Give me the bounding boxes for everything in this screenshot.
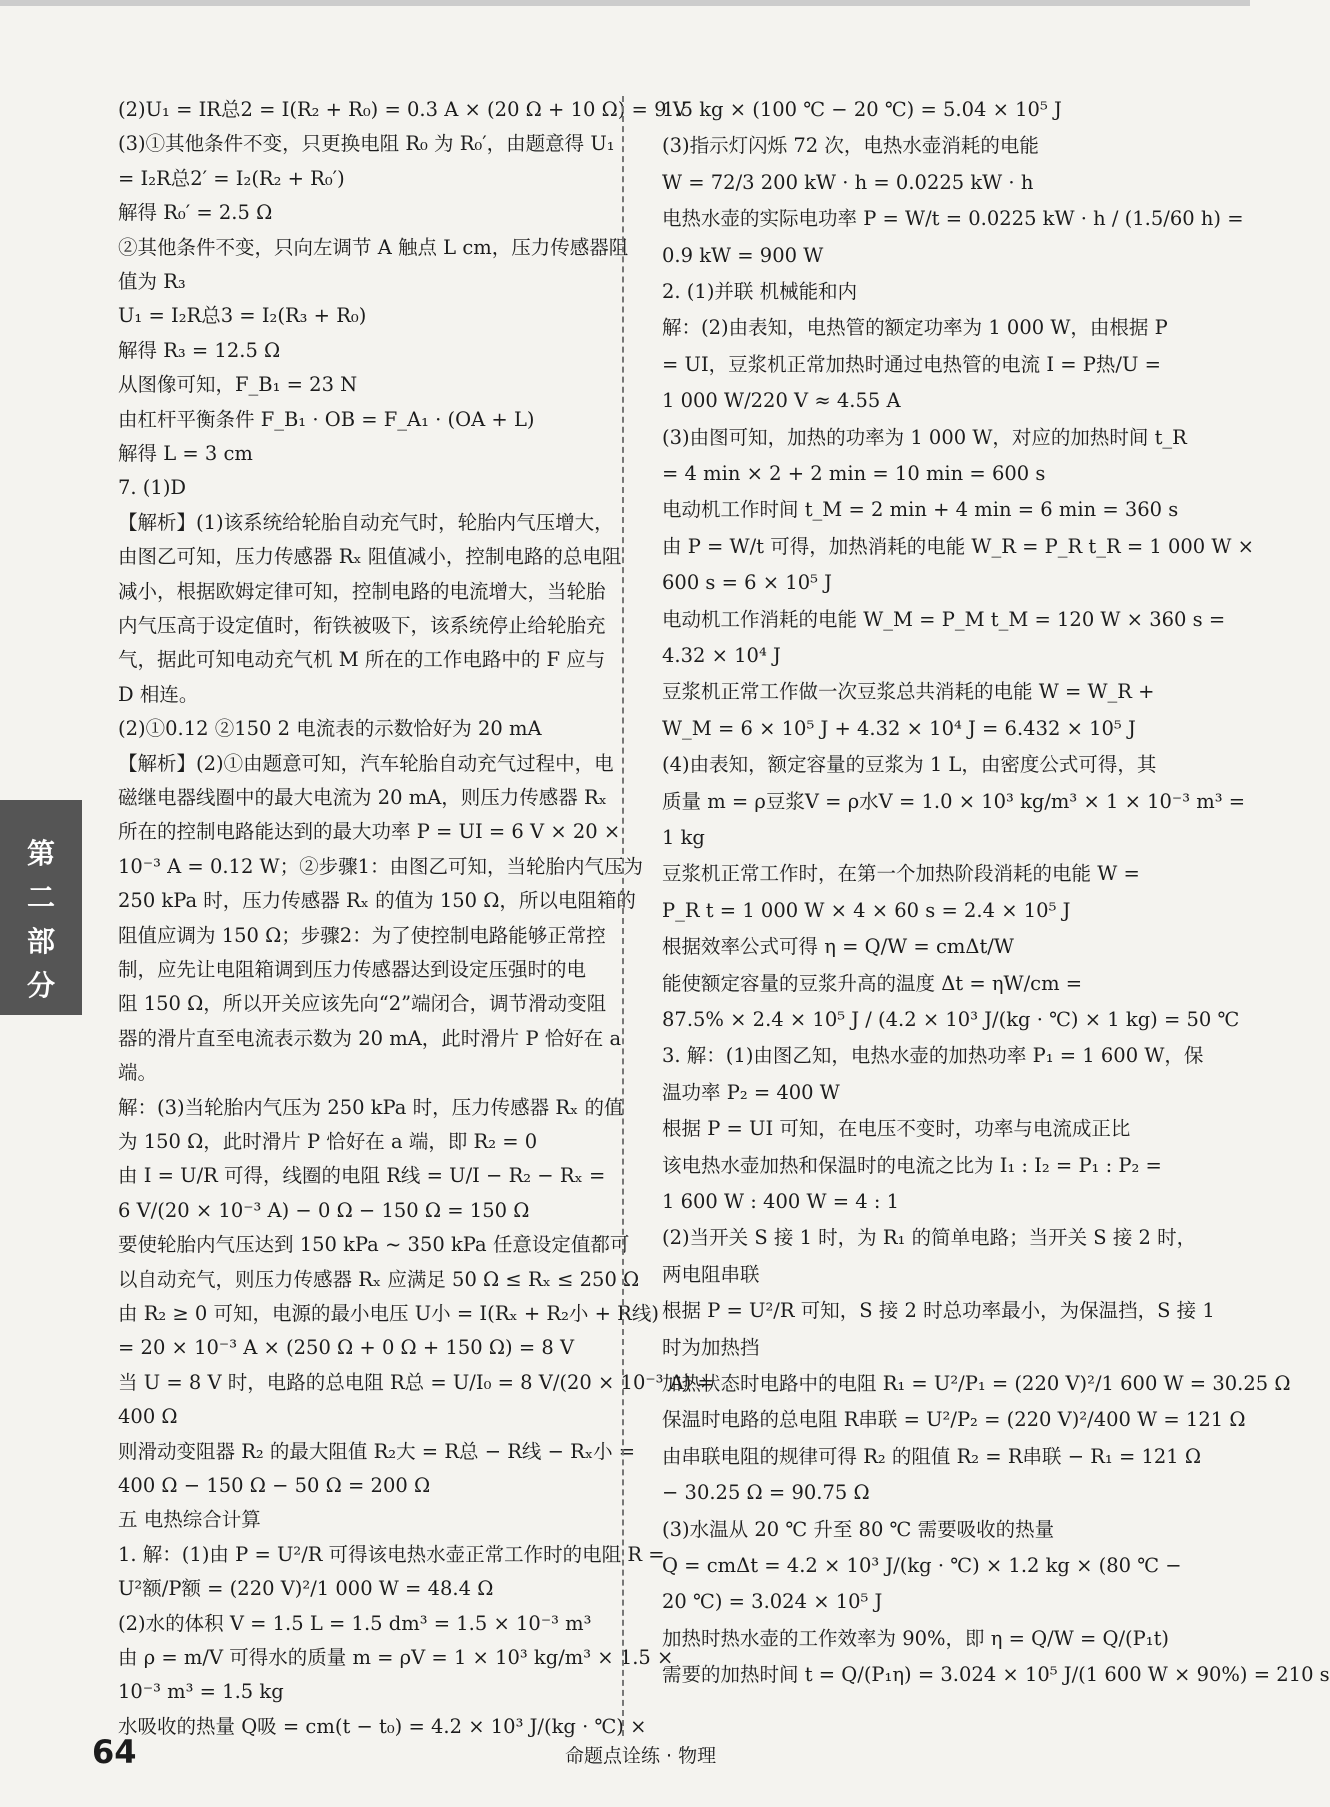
text-line: 7. (1)D [118,476,187,500]
text-line: 解：(3)当轮胎内气压为 250 kPa 时，压力传感器 Rₓ 的值 [118,1095,624,1119]
text-line: ②其他条件不变，只向左调节 A 触点 L cm，压力传感器阻 [118,235,629,259]
text-line: 质量 m = ρ豆浆V = ρ水V = 1.0 × 10³ kg/m³ × 1 × 10⁻³ m³ = [662,789,1246,813]
text-line: 20 ℃) = 3.024 × 10⁵ J [662,1590,883,1614]
text-line: 0.9 kW = 900 W [662,243,824,267]
text-line: 水吸收的热量 Q吸 = cm(t − t₀) = 4.2 × 10³ J/(kg · ℃) × [118,1714,647,1738]
text-line: 时为加热挡 [662,1335,760,1359]
section-tab-char: 部 [26,925,55,958]
text-line: 减小，根据欧姆定律可知，控制电路的电流增大，当轮胎 [118,579,606,603]
text-line: 4.32 × 10⁴ J [662,644,781,667]
text-line: 以自动充气，则压力传感器 Rₓ 应满足 50 Ω ≤ Rₓ ≤ 250 Ω [118,1267,640,1291]
text-line: 由图乙可知，压力传感器 Rₓ 阻值减小，控制电路的总电阻 [118,545,622,569]
text-line: (3)水温从 20 ℃ 升至 80 ℃ 需要吸收的热量 [662,1517,1055,1541]
text-line: 为 150 Ω，此时滑片 P 恰好在 a 端，即 R₂ = 0 [118,1130,538,1153]
text-line: 需要的加热时间 t = Q/(P₁η) = 3.024 × 10⁵ J/(1 600 W × 90%) = 210 s [662,1663,1330,1687]
text-line: = I₂R总2′ = I₂(R₂ + R₀′) [118,166,345,190]
text-line: 87.5% × 2.4 × 10⁵ J / (4.2 × 10³ J/(kg · ℃) × 1 kg) = 50 ℃ [662,1008,1240,1031]
text-line: 3. 解：(1)由图乙知，电热水壶的加热功率 P₁ = 1 600 W，保 [662,1044,1204,1068]
top-edge [0,0,1250,6]
text-line: 该电热水壶加热和保温时的电流之比为 I₁ : I₂ = P₁ : P₂ = [662,1153,1162,1177]
text-line: (2)当开关 S 接 1 时，为 R₁ 的简单电路；当开关 S 接 2 时， [662,1226,1197,1250]
text-line: 1. 解：(1)由 P = U²/R 可得该电热水壶正常工作时的电阻 R = [118,1542,665,1566]
text-line: 6 V/(20 × 10⁻³ A) − 0 Ω − 150 Ω = 150 Ω [118,1198,530,1222]
page-number: 64 [92,1733,137,1771]
text-line: 气，据此可知电动充气机 M 所在的工作电路中的 F 应与 [118,648,606,672]
section-tab [0,800,82,1015]
text-line: 从图像可知，F_B₁ = 23 N [118,373,358,397]
text-line: (3)由图可知，加热的功率为 1 000 W，对应的加热时间 t_R [662,425,1187,449]
text-line: 电动机工作消耗的电能 W_M = P_M t_M = 120 W × 360 s = [662,607,1226,631]
text-line: = 4 min × 2 + 2 min = 10 min = 600 s [662,462,1046,485]
text-line: = 20 × 10⁻³ A × (250 Ω + 0 Ω + 150 Ω) = 8 V [118,1336,575,1360]
text-line: 两电阻串联 [662,1262,760,1286]
text-line: 阻值应调为 150 Ω；步骤2：为了使控制电路能够正常控 [118,923,606,947]
text-line: (3)①其他条件不变，只更换电阻 R₀ 为 R₀′，由题意得 U₁ [118,132,615,156]
text-line: (4)由表知，额定容量的豆浆为 1 L，由密度公式可得，其 [662,753,1157,777]
text-line: W_M = 6 × 10⁵ J + 4.32 × 10⁴ J = 6.432 × 10⁵ J [662,716,1136,740]
text-line: 加热状态时电路中的电阻 R₁ = U²/P₁ = (220 V)²/1 600 W = 30.25 Ω [662,1372,1291,1395]
text-line: 由 I = U/R 可得，线圈的电阻 R线 = U/I − R₂ − Rₓ = [118,1164,606,1188]
text-line: 根据 P = U²/R 可知，S 接 2 时总功率最小，为保温挡，S 接 1 [662,1299,1215,1323]
text-line: (2)①0.12 ②150 2 电流表的示数恰好为 20 mA [118,717,542,741]
text-line: 器的滑片直至电流表示数为 20 mA，此时滑片 P 恰好在 a [118,1026,622,1050]
text-line: U²额/P额 = (220 V)²/1 000 W = 48.4 Ω [118,1577,494,1601]
text-line: 当 U = 8 V 时，电路的总电阻 R总 = U/I₀ = 8 V/(20 × 10⁻³ A) = [118,1370,714,1394]
text-line: 600 s = 6 × 10⁵ J [662,571,832,595]
text-line: 1 000 W/220 V ≈ 4.55 A [662,389,901,413]
text-line: 由 ρ = m/V 可得水的质量 m = ρV = 1 × 10³ kg/m³ × 1.5 × [118,1646,674,1669]
text-line: 电动机工作时间 t_M = 2 min + 4 min = 6 min = 360 s [662,498,1179,522]
text-line: 由杠杆平衡条件 F_B₁ · OB = F_A₁ · (OA + L) [118,407,535,431]
text-line: 能使额定容量的豆浆升高的温度 Δt = ηW/cm = [662,971,1083,995]
section-tab-char: 二 [26,881,55,914]
text-line: 400 Ω − 150 Ω − 50 Ω = 200 Ω [118,1474,431,1497]
text-line: 400 Ω [118,1405,178,1429]
text-line: U₁ = I₂R总3 = I₂(R₃ + R₀) [118,304,367,328]
text-line: 10⁻³ m³ = 1.5 kg [118,1680,284,1704]
text-line: 保温时电路的总电阻 R串联 = U²/P₂ = (220 V)²/400 W = 121 Ω [662,1408,1246,1432]
text-line: 由 P = W/t 可得，加热消耗的电能 W_R = P_R t_R = 1 000 W × [662,534,1254,558]
footer-title: 命题点诠练 · 物理 [565,1745,717,1767]
text-line: 温功率 P₂ = 400 W [662,1080,840,1104]
text-line: 解得 R₃ = 12.5 Ω [118,338,281,362]
text-line: 根据 P = UI 可知，在电压不变时，功率与电流成正比 [662,1117,1131,1141]
text-line: 所在的控制电路能达到的最大功率 P = UI = 6 V × 20 × [118,820,621,844]
text-line: 2. (1)并联 机械能和内 [662,280,858,303]
text-line: 解：(2)由表知，电热管的额定功率为 1 000 W，由根据 P [662,316,1168,340]
text-line: 【解析】(2)①由题意可知，汽车轮胎自动充气过程中，电 [118,751,614,775]
text-line: 解得 R₀′ = 2.5 Ω [118,201,273,225]
text-line: 端。 [118,1061,158,1085]
text-line: − 30.25 Ω = 90.75 Ω [662,1481,870,1505]
text-line: P_R t = 1 000 W × 4 × 60 s = 2.4 × 10⁵ J [662,898,1071,922]
text-line: 由 R₂ ≥ 0 可知，电源的最小电压 U小 = I(Rₓ + R₂小 + R线) [118,1302,659,1325]
text-line: = UI，豆浆机正常加热时通过电热管的电流 I = P热/U = [662,352,1161,376]
text-line: 加热时热水壶的工作效率为 90%，即 η = Q/W = Q/(P₁t) [662,1626,1170,1650]
text-line: 则滑动变阻器 R₂ 的最大阻值 R₂大 = R总 − R线 − Rₓ小 = [118,1439,636,1463]
text-line: 内气压高于设定值时，衔铁被吸下，该系统停止给轮胎充 [118,614,606,637]
text-line: D 相连。 [118,682,199,706]
text-line: 磁继电器线圈中的最大电流为 20 mA，则压力传感器 Rₓ [118,786,607,809]
text-line: 【解析】(1)该系统给轮胎自动充气时，轮胎内气压增大， [118,510,614,534]
text-line: (2)水的体积 V = 1.5 L = 1.5 dm³ = 1.5 × 10⁻³ m³ [118,1611,592,1635]
text-line: 1.5 kg × (100 ℃ − 20 ℃) = 5.04 × 10⁵ J [662,98,1062,121]
text-line: (2)U₁ = IR总2 = I(R₂ + R₀) = 0.3 A × (20 Ω + 10 Ω) = 9 V [118,98,687,121]
section-tab-char: 第 [26,837,55,870]
text-line: W = 72/3 200 kW · h = 0.0225 kW · h [662,170,1034,194]
text-line: 由串联电阻的规律可得 R₂ 的阻值 R₂ = R串联 − R₁ = 121 Ω [662,1444,1202,1468]
text-line: 要使轮胎内气压达到 150 kPa ~ 350 kPa 任意设定值都可 [118,1233,630,1257]
section-tab-char: 分 [26,969,55,1002]
text-line: 豆浆机正常工作时，在第一个加热阶段消耗的电能 W = [662,862,1140,886]
text-line: 250 kPa 时，压力传感器 Rₓ 的值为 150 Ω，所以电阻箱的 [118,889,636,913]
text-line: 根据效率公式可得 η = Q/W = cmΔt/W [662,935,1014,959]
text-line: 值为 R₃ [118,270,186,293]
text-line: 制，应先让电阻箱调到压力传感器达到设定压强时的电 [118,958,587,981]
text-line: 电热水壶的实际电功率 P = W/t = 0.0225 kW · h / (1.5/60 h) = [662,207,1244,231]
text-line: 阻 150 Ω，所以开关应该先向“2”端闭合，调节滑动变阻 [118,992,607,1016]
text-line: 1 kg [662,826,705,849]
text-line: 解得 L = 3 cm [118,442,253,465]
text-line: Q = cmΔt = 4.2 × 10³ J/(kg · ℃) × 1.2 kg × (80 ℃ − [662,1554,1182,1577]
text-line: (3)指示灯闪烁 72 次，电热水壶消耗的电能 [662,134,1039,158]
text-line: 1 600 W : 400 W = 4 : 1 [662,1190,900,1213]
text-line: 10⁻³ A = 0.12 W；②步骤1：由图乙可知，当轮胎内气压为 [118,854,644,878]
text-line: 五 电热综合计算 [118,1508,261,1532]
text-line: 豆浆机正常工作做一次豆浆总共消耗的电能 W = W_R + [662,680,1155,704]
column-divider [622,96,624,1736]
